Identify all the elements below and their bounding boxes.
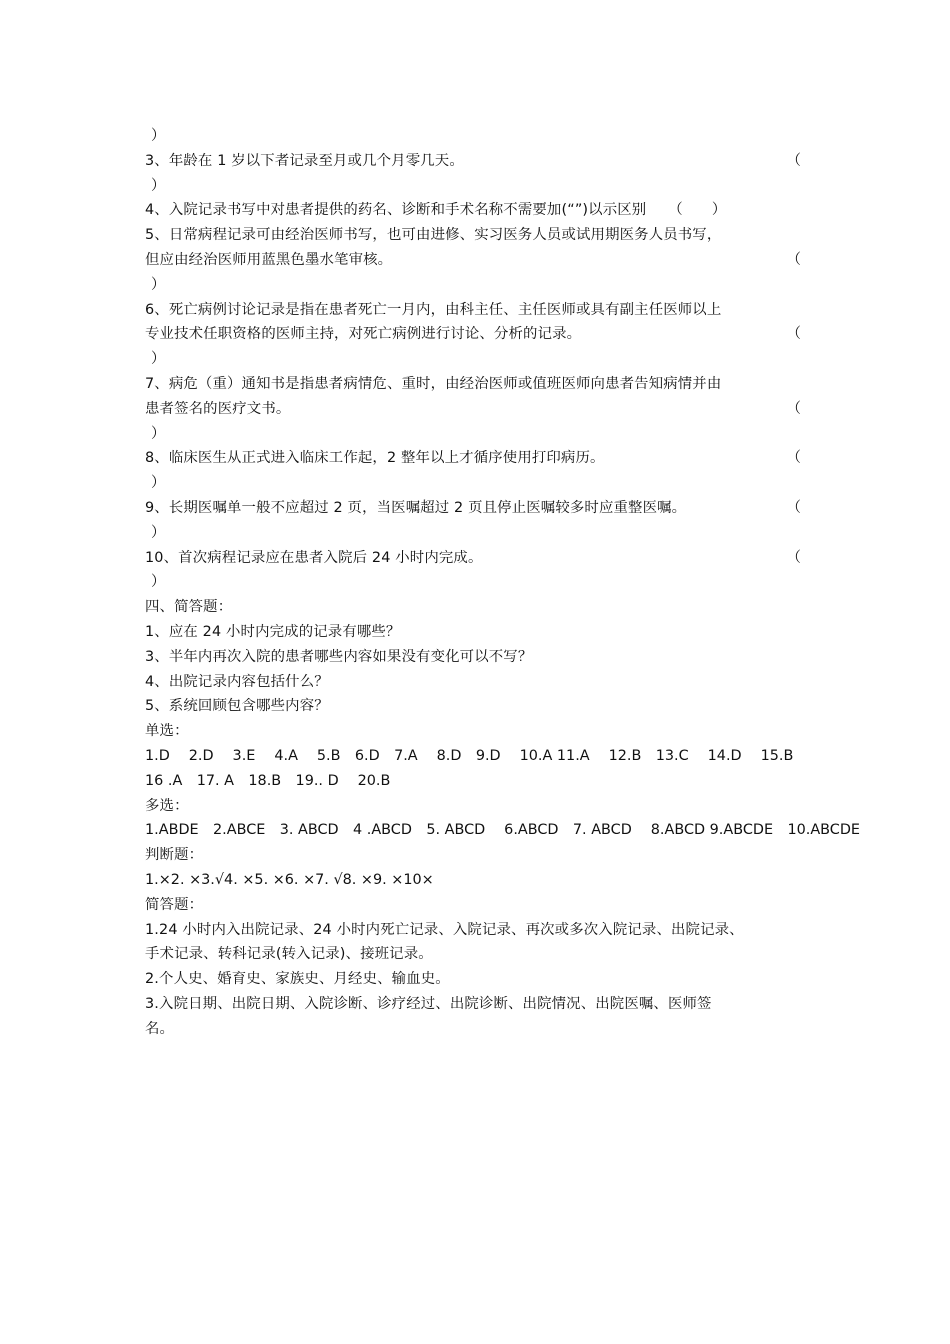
judge-item-7-line1: 7、病危（重）通知书是指患者病情危、重时，由经治医师或值班医师向患者告知病情并由	[145, 375, 722, 392]
short-answer-1-line2: 手术记录、转科记录(转入记录)、接班记录。	[145, 946, 433, 963]
judge-item-5-line1: 5、日常病程记录可由经治医师书写，也可由进修、实习医务人员或试用期医务人员书写，	[145, 227, 722, 244]
judge-item-3-paren-close: ）	[151, 177, 166, 194]
short-answer-heading: 四、简答题：	[145, 599, 233, 616]
short-answer-3-line2: 名。	[145, 1020, 175, 1037]
judge-item-6-paren-close: ）	[151, 351, 166, 368]
judge-item-5-text: 但应由经治医师用蓝黑色墨水笔审核。	[145, 251, 393, 268]
single-choice-heading: 单选：	[145, 723, 189, 740]
document-page	[145, 124, 861, 1041]
judge-answers: 1.×2. ×3.√4. ×5. ×6. ×7. √8. ×9. ×10×	[145, 871, 434, 888]
judge-item-2-paren-close: ）	[151, 128, 166, 144]
judge-item-5-line2	[145, 248, 813, 273]
judge-item-3	[145, 149, 813, 174]
multi-choice-heading: 多选：	[145, 797, 189, 814]
judge-item-8-text: 8、临床医生从正式进入临床工作起，2 整年以上才循序使用打印病历。	[145, 450, 605, 467]
judge-item-7-line2	[145, 397, 813, 422]
judge-item-7-text: 患者签名的医疗文书。	[145, 400, 291, 417]
judge-item-5-paren-open: （	[786, 251, 801, 268]
judge-item-6-line1: 6、死亡病例讨论记录是指在患者死亡一月内，由科主任、主任医师或具有副主任医师以上	[145, 301, 722, 318]
single-choice-answers-line1: 1.D 2.D 3.E 4.A 5.B 6.D 7.A 8.D 9.D 10.A 11.A 12.B 13.C 14.D 15.B	[145, 747, 794, 764]
judge-item-10	[145, 546, 813, 571]
short-answer-2: 2.个人史、婚育史、家族史、月经史、输血史。	[145, 971, 450, 988]
judge-item-6-paren-open: （	[786, 326, 801, 343]
short-question-4: 4、出院记录内容包括什么？	[145, 673, 329, 690]
short-question-1: 1、应在 24 小时内完成的记录有哪些？	[145, 623, 401, 640]
judge-item-8-paren-close: ）	[151, 475, 166, 492]
judge-item-7-paren-open: （	[786, 400, 801, 417]
judge-item-6-text: 专业技术任职资格的医师主持，对死亡病例进行讨论、分析的记录。	[145, 326, 582, 343]
judge-item-9-text: 9、长期医嘱单一般不应超过 2 页，当医嘱超过 2 页且停止医嘱较多时应重整医嘱。	[145, 499, 687, 516]
judge-item-9-paren-close: ）	[151, 524, 166, 541]
judge-item-8-paren-open: （	[786, 450, 801, 467]
short-question-3: 3、半年内再次入院的患者哪些内容如果没有变化可以不写？	[145, 648, 533, 665]
judge-item-8	[145, 446, 813, 471]
judge-item-5-paren-close: ）	[151, 276, 166, 293]
judge-item-10-text: 10、首次病程记录应在患者入院后 24 小时内完成。	[145, 549, 483, 566]
judge-item-3-paren-open: （	[786, 152, 801, 169]
judge-item-9-paren-open: （	[786, 499, 801, 516]
judge-item-6-line2	[145, 322, 813, 347]
judge-item-3-text: 3、年龄在 1 岁以下者记录至月或几个月零几天。	[145, 152, 464, 169]
short-answer-key-heading: 简答题：	[145, 896, 204, 913]
judge-item-4: 4、入院记录书写中对患者提供的药名、诊断和手术名称不需要加(“”)以示区别 （ ）	[145, 202, 727, 219]
multi-choice-answers: 1.ABDE 2.ABCE 3. ABCD 4 .ABCD 5. ABCD 6.ABCD 7. ABCD 8.ABCD 9.ABCDE 10.ABCDE	[145, 822, 861, 839]
short-question-5: 5、系统回顾包含哪些内容？	[145, 698, 329, 715]
judge-heading: 判断题：	[145, 847, 204, 864]
judge-item-7-paren-close: ）	[151, 425, 166, 442]
judge-item-10-paren-close: ）	[151, 574, 166, 591]
judge-item-9	[145, 496, 813, 521]
judge-item-10-paren-open: （	[786, 549, 801, 566]
single-choice-answers-line2: 16 .A 17. A 18.B 19.. D 20.B	[145, 772, 391, 789]
short-answer-1-line1: 1.24 小时内入出院记录、24 小时内死亡记录、入院记录、再次或多次入院记录、出院记录、	[145, 921, 744, 938]
short-answer-3-line1: 3.入院日期、出院日期、入院诊断、诊疗经过、出院诊断、出院情况、出院医嘱、医师签	[145, 995, 712, 1012]
